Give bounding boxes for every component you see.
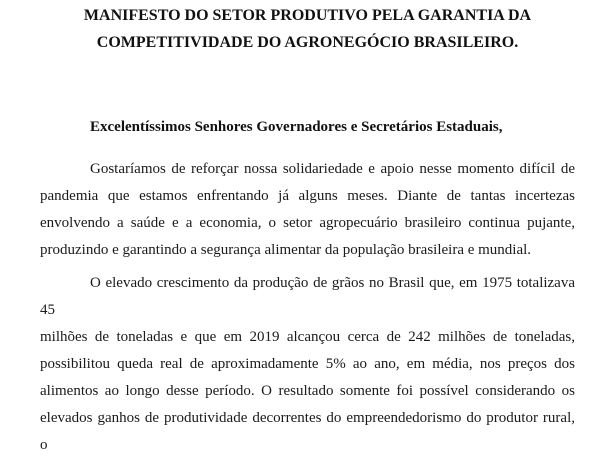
paragraph-line: elevados ganhos de produtividade decorrentes do empreendedorismo do produtor rural, o bbox=[40, 410, 575, 453]
paragraph-line: Gostaríamos de reforçar nossa solidariedade e apoio nesse momento difícil de bbox=[90, 161, 575, 177]
paragraph-line: milhões de toneladas e que em 2019 alcançou cerca de 242 milhões de toneladas, bbox=[40, 329, 575, 345]
paragraph-line: envolvendo a saúde e a economia, o setor agropecuário brasileiro continua pujante, bbox=[40, 215, 575, 231]
paragraph-2 bbox=[40, 270, 575, 459]
salutation-line: Excelentíssimos Senhores Governadores e Secretários Estaduais, bbox=[90, 119, 503, 135]
paragraph-line: produzindo e garantindo a segurança alimentar da população brasileira e mundial. bbox=[40, 242, 532, 258]
paragraph-line: possibilitou queda real de aproximadamente 5% ao ano, em média, nos preços dos bbox=[40, 356, 575, 372]
document-title bbox=[40, 2, 575, 56]
paragraph-line: pandemia que estamos enfrentando já alguns meses. Diante de tantas incertezas bbox=[40, 188, 575, 204]
document-title-line-1: MANIFESTO DO SETOR PRODUTIVO PELA GARANTIA DA bbox=[83, 7, 532, 24]
paragraph-line: alimentos ao longo desse período. O resultado somente foi possível considerando os bbox=[40, 383, 575, 399]
paragraph-1 bbox=[40, 156, 575, 264]
document-title-line-2: COMPETITIVIDADE DO AGRONEGÓCIO BRASILEIRO. bbox=[96, 34, 519, 51]
paragraph-line: O elevado crescimento da produção de grãos no Brasil que, em 1975 totalizava 45 bbox=[40, 275, 575, 318]
